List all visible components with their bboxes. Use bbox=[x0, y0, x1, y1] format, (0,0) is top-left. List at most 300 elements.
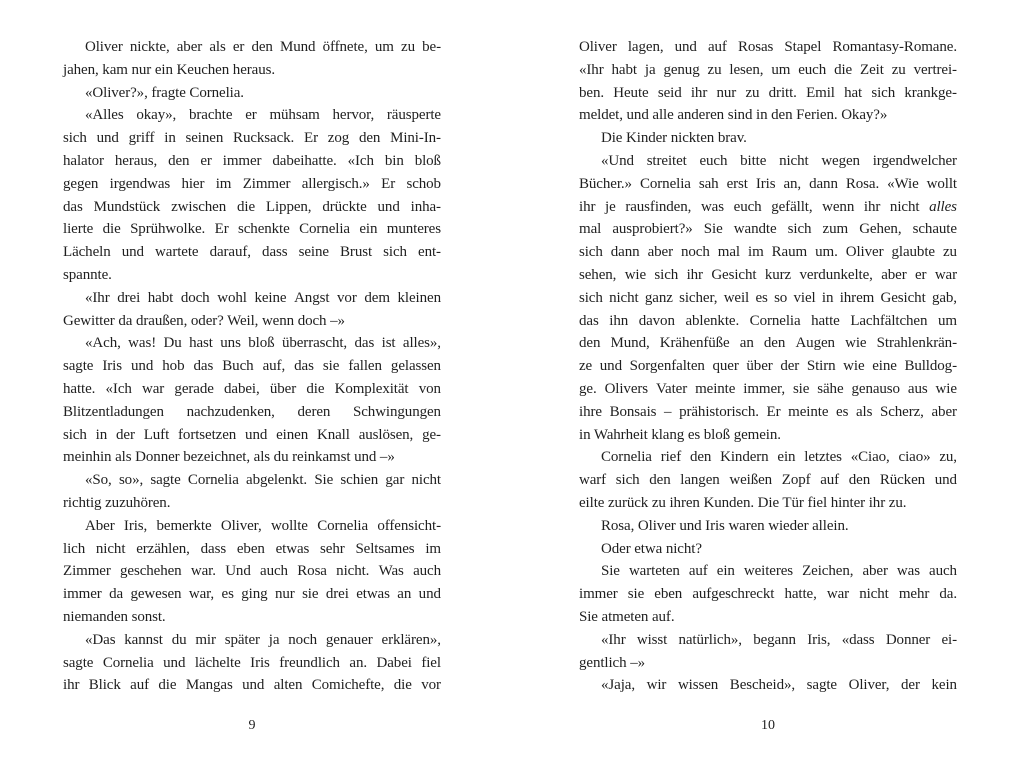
page-number-left: 9 bbox=[248, 718, 256, 733]
word: ent- bbox=[418, 244, 441, 261]
word: Oliver bbox=[845, 244, 884, 261]
word: ihr bbox=[579, 198, 596, 215]
word: meinte bbox=[788, 403, 829, 420]
word: habt bbox=[611, 61, 637, 78]
word: ihr bbox=[63, 677, 80, 694]
word: schien bbox=[340, 472, 379, 489]
word: Rücken bbox=[879, 472, 926, 489]
word: nicht bbox=[779, 152, 809, 169]
word: fiel bbox=[807, 494, 828, 511]
word: und bbox=[96, 130, 119, 147]
text-line bbox=[579, 469, 957, 492]
word: sie bbox=[302, 586, 319, 603]
word: den bbox=[848, 472, 871, 489]
word: wollt bbox=[926, 175, 957, 192]
text-line bbox=[579, 127, 957, 150]
word: Die bbox=[601, 130, 623, 147]
word: auf bbox=[820, 472, 840, 489]
word: quer bbox=[712, 358, 739, 375]
word: nickten bbox=[670, 130, 715, 147]
page-right-text bbox=[579, 36, 957, 697]
word: Oliver bbox=[85, 39, 123, 55]
word: warteten bbox=[628, 563, 680, 580]
word: Kinder bbox=[626, 130, 668, 147]
text-line bbox=[63, 104, 441, 127]
word: wollte bbox=[270, 517, 308, 534]
word: uns bbox=[220, 335, 241, 352]
text-line bbox=[579, 241, 957, 264]
word: krankge- bbox=[904, 84, 957, 101]
word: der bbox=[115, 426, 135, 443]
word: war bbox=[934, 266, 957, 283]
word: Lächeln bbox=[63, 244, 111, 261]
word: und bbox=[242, 677, 265, 694]
word: Iris bbox=[250, 654, 270, 671]
word: und bbox=[354, 449, 377, 466]
word: zurück bbox=[607, 494, 649, 511]
word: alten bbox=[273, 677, 303, 694]
word: aus bbox=[907, 380, 928, 397]
word: gewesen bbox=[130, 586, 182, 603]
text-line bbox=[63, 446, 441, 469]
text-line bbox=[63, 287, 441, 310]
word: drei bbox=[117, 289, 141, 306]
word: überrascht, bbox=[281, 335, 348, 352]
word: weil bbox=[723, 289, 750, 306]
word: wir bbox=[646, 677, 667, 694]
word: Strahlenkrän- bbox=[876, 335, 957, 352]
word: halator bbox=[63, 152, 104, 169]
word: Ferien. bbox=[796, 107, 838, 124]
word: weiteres bbox=[743, 563, 794, 580]
word: ihren bbox=[669, 494, 700, 511]
word: räusperte bbox=[386, 107, 441, 124]
word: und bbox=[934, 472, 957, 489]
word: ganz bbox=[644, 289, 673, 306]
word: was bbox=[896, 563, 920, 580]
word: an, bbox=[783, 175, 802, 192]
word: eben bbox=[236, 540, 265, 557]
word: eben bbox=[654, 586, 683, 603]
word: genauer bbox=[325, 631, 373, 648]
word: war. bbox=[190, 563, 216, 580]
word: Bulldog- bbox=[904, 358, 957, 375]
word: genauso bbox=[851, 380, 900, 397]
word: klang bbox=[651, 426, 685, 443]
word: jahen, bbox=[63, 61, 99, 78]
word: im bbox=[425, 540, 441, 557]
word: von bbox=[418, 380, 441, 397]
word: Mini-In- bbox=[390, 130, 441, 147]
word: davon bbox=[638, 312, 675, 329]
word: die bbox=[158, 677, 177, 694]
word: ein bbox=[154, 61, 173, 78]
word: den bbox=[251, 39, 273, 55]
word: Bonsais bbox=[609, 403, 657, 420]
word: erklären», bbox=[381, 631, 441, 648]
word: das bbox=[63, 198, 83, 215]
word: da bbox=[118, 312, 133, 329]
word: aber bbox=[176, 39, 203, 55]
word: um bbox=[374, 39, 394, 55]
word: allergisch.» bbox=[301, 175, 370, 192]
text-line bbox=[63, 36, 441, 59]
word: dann bbox=[809, 175, 838, 192]
word: er bbox=[914, 266, 927, 283]
word: Donner bbox=[135, 449, 180, 466]
word: dritt. bbox=[768, 84, 797, 101]
word: die bbox=[834, 61, 853, 78]
word: und bbox=[121, 244, 144, 261]
word: niemanden bbox=[63, 608, 128, 625]
word: griff bbox=[128, 130, 155, 147]
word: dass bbox=[200, 540, 227, 557]
word: «Alles bbox=[85, 107, 124, 124]
word: gemein. bbox=[733, 426, 781, 443]
word: Mund, bbox=[610, 335, 650, 352]
word: und bbox=[679, 517, 702, 534]
word: «Das bbox=[85, 631, 116, 648]
word: Cornelia bbox=[749, 312, 801, 329]
word: atmeten bbox=[601, 608, 649, 625]
word: natürlich», bbox=[678, 631, 742, 648]
word: waren bbox=[728, 517, 765, 534]
word: –» bbox=[330, 312, 345, 329]
word: sich bbox=[787, 221, 812, 238]
word: was bbox=[700, 198, 724, 215]
word: Lippen, bbox=[265, 198, 312, 215]
word: lich bbox=[63, 540, 86, 557]
word: öffnete, bbox=[322, 39, 368, 55]
word: aber bbox=[862, 563, 888, 580]
word: prähistorisch. bbox=[679, 403, 759, 420]
word: den bbox=[771, 107, 793, 124]
word: Rucksack. bbox=[233, 130, 295, 147]
word: nur bbox=[131, 61, 152, 78]
word: bloß bbox=[703, 426, 731, 443]
word: auslösen, bbox=[358, 426, 414, 443]
word: darauf, bbox=[209, 244, 251, 261]
word: ihr bbox=[863, 198, 881, 215]
word: doch bbox=[297, 312, 327, 329]
text-line bbox=[63, 424, 441, 447]
word: es bbox=[687, 426, 701, 443]
word: und bbox=[626, 107, 649, 124]
word: oder? bbox=[190, 312, 224, 329]
word: Olivers bbox=[604, 380, 649, 397]
word: richtig bbox=[63, 494, 102, 511]
word: bemerkte bbox=[156, 517, 212, 534]
text-line bbox=[579, 492, 957, 515]
word: «Ich bbox=[347, 152, 374, 169]
word: so», bbox=[118, 472, 144, 489]
word: bitte bbox=[740, 152, 767, 169]
word: doch bbox=[180, 289, 210, 306]
word: an. bbox=[349, 654, 368, 671]
text-line bbox=[63, 59, 441, 82]
word: zum bbox=[822, 221, 849, 238]
word: ja bbox=[644, 61, 656, 78]
word: hat bbox=[844, 84, 863, 101]
word: und bbox=[163, 654, 186, 671]
text-line bbox=[579, 606, 957, 629]
word: sie bbox=[792, 380, 810, 397]
word: den bbox=[579, 335, 601, 352]
word: das bbox=[294, 358, 314, 375]
word: Er bbox=[766, 403, 781, 420]
word: aber bbox=[647, 244, 673, 261]
word: im bbox=[748, 244, 764, 261]
word: sich bbox=[63, 130, 87, 147]
word: kleinen bbox=[397, 289, 441, 306]
word: mehr bbox=[898, 586, 930, 603]
word: heraus. bbox=[232, 61, 275, 78]
word: sich bbox=[871, 84, 896, 101]
word: sich bbox=[579, 244, 603, 261]
word: Krähenfüße bbox=[659, 335, 730, 352]
word: nicht bbox=[889, 198, 920, 215]
word: Cornelia bbox=[601, 449, 652, 466]
word: als bbox=[115, 449, 132, 466]
word: Heute bbox=[613, 84, 649, 101]
word: gefällt, bbox=[771, 198, 813, 215]
text-line bbox=[63, 606, 441, 629]
word: als bbox=[209, 39, 226, 55]
word: Cornelia bbox=[187, 472, 239, 489]
word: auf bbox=[707, 39, 727, 55]
word: wie bbox=[845, 335, 867, 352]
word: immer, bbox=[743, 380, 785, 397]
word: kam bbox=[102, 61, 128, 78]
word: wie bbox=[624, 266, 647, 283]
text-line bbox=[63, 583, 441, 606]
word: nicht bbox=[609, 289, 639, 306]
word: über bbox=[269, 380, 297, 397]
word: zuzuhören. bbox=[105, 494, 171, 511]
word: wohl bbox=[217, 289, 247, 306]
word: zu. bbox=[888, 494, 907, 511]
word: hatte, bbox=[784, 586, 817, 603]
word: es bbox=[836, 403, 849, 420]
word: «So, bbox=[85, 472, 112, 489]
text-line bbox=[579, 104, 957, 127]
word: Cornelia bbox=[102, 654, 154, 671]
word: Donner bbox=[885, 631, 931, 648]
word: und bbox=[674, 39, 697, 55]
word: noch bbox=[681, 244, 710, 261]
word: Gesicht bbox=[880, 289, 926, 306]
word: auf, bbox=[262, 358, 286, 375]
word: alles», bbox=[402, 335, 441, 352]
word: Iris, bbox=[807, 631, 831, 648]
word: Rosa, bbox=[601, 517, 635, 534]
word: hier bbox=[181, 175, 205, 192]
word: schob bbox=[406, 175, 441, 192]
word: nickte, bbox=[129, 39, 170, 55]
word: habt bbox=[147, 289, 174, 306]
word: war bbox=[826, 586, 850, 603]
word: irgendwelcher bbox=[872, 152, 957, 169]
word: nicht. bbox=[336, 563, 370, 580]
word: verdunkelte, bbox=[799, 266, 873, 283]
word: fiel bbox=[421, 654, 441, 671]
word: Luft bbox=[143, 426, 170, 443]
word: lierte bbox=[63, 221, 94, 238]
word: anderen bbox=[677, 107, 725, 124]
text-line bbox=[579, 196, 957, 219]
word: erzählen, bbox=[136, 540, 190, 557]
word: über bbox=[746, 358, 773, 375]
text-line bbox=[579, 82, 957, 105]
word: Keuchen bbox=[176, 61, 230, 78]
word: um bbox=[937, 312, 957, 329]
word: um bbox=[771, 61, 791, 78]
word: wieder bbox=[768, 517, 809, 534]
text-line bbox=[63, 401, 441, 424]
page-right bbox=[579, 0, 957, 775]
text-line bbox=[579, 629, 957, 652]
word: ihn bbox=[609, 312, 629, 329]
word: be- bbox=[422, 39, 441, 55]
word: ben. bbox=[579, 84, 605, 101]
text-line bbox=[63, 515, 441, 538]
word: hatte. bbox=[63, 380, 96, 397]
word: Sie bbox=[579, 608, 598, 625]
word: Brust bbox=[340, 244, 373, 261]
text-line bbox=[63, 150, 441, 173]
word: streitet bbox=[646, 152, 687, 169]
word: gelassen bbox=[390, 358, 441, 375]
word: euch bbox=[733, 198, 762, 215]
word: gab, bbox=[931, 289, 957, 306]
word: sagte bbox=[150, 472, 181, 489]
text-line bbox=[63, 629, 441, 652]
word: immer bbox=[579, 586, 618, 603]
word: lagen, bbox=[627, 39, 664, 55]
word: geschehen bbox=[120, 563, 182, 580]
word: an bbox=[397, 586, 412, 603]
word: du bbox=[171, 631, 187, 648]
word: Angst bbox=[294, 289, 330, 306]
word: und bbox=[599, 358, 622, 375]
text-line bbox=[579, 515, 957, 538]
word: Er bbox=[214, 221, 229, 238]
word: Stapel bbox=[784, 39, 822, 55]
word: Augen bbox=[795, 335, 835, 352]
word: Rosa bbox=[297, 563, 327, 580]
word: den bbox=[649, 472, 671, 489]
word: kein bbox=[931, 677, 957, 694]
word: immer bbox=[222, 152, 262, 169]
text-line bbox=[579, 583, 957, 606]
word: Blick bbox=[88, 677, 121, 694]
text-line bbox=[63, 82, 441, 105]
word: hervor, bbox=[332, 107, 375, 124]
word: «dass bbox=[841, 631, 875, 648]
text-line bbox=[63, 332, 441, 355]
word: den bbox=[358, 130, 381, 147]
word: ihrem bbox=[839, 289, 875, 306]
word: in bbox=[95, 426, 108, 443]
text-line bbox=[63, 469, 441, 492]
word: etwas bbox=[356, 586, 390, 603]
word: munteres bbox=[386, 221, 441, 238]
word: «Und bbox=[601, 152, 634, 169]
word: Kunden. bbox=[703, 494, 755, 511]
word: Scherz, bbox=[879, 403, 924, 420]
word: Seltsames bbox=[355, 540, 415, 557]
word: sich bbox=[63, 426, 87, 443]
word: sehen, bbox=[579, 266, 617, 283]
word: «Oliver?», bbox=[85, 84, 148, 101]
word: wandte bbox=[733, 221, 777, 238]
word: lesen, bbox=[729, 61, 764, 78]
word: in bbox=[579, 426, 591, 443]
page-left bbox=[63, 0, 441, 775]
word: gegen bbox=[63, 175, 99, 192]
word: drückte bbox=[322, 198, 367, 215]
word: sah bbox=[698, 175, 719, 192]
word: Sie bbox=[703, 221, 723, 238]
word: fortsetzen bbox=[178, 426, 237, 443]
word: reinkamst bbox=[292, 449, 351, 466]
word: und bbox=[418, 586, 441, 603]
word: freundlich bbox=[279, 654, 340, 671]
word: ihr bbox=[686, 266, 703, 283]
word: Emil bbox=[806, 84, 835, 101]
word: vertrei- bbox=[913, 61, 957, 78]
word: Mundstück bbox=[93, 198, 161, 215]
word: eine bbox=[872, 358, 897, 375]
text-line bbox=[63, 127, 441, 150]
word: irgendwas bbox=[109, 175, 171, 192]
word: er bbox=[232, 39, 245, 55]
word: ei- bbox=[941, 631, 957, 648]
word: das bbox=[354, 335, 375, 352]
word: heraus, bbox=[114, 152, 158, 169]
page-left-text bbox=[63, 36, 441, 697]
word: wenn bbox=[822, 198, 855, 215]
word: Sorgenfalten bbox=[629, 358, 705, 375]
word: das bbox=[193, 358, 214, 375]
word: zwischen bbox=[171, 198, 227, 215]
word: warf bbox=[579, 472, 607, 489]
word: etwa bbox=[634, 540, 663, 557]
word: ja bbox=[268, 631, 280, 648]
word: einen bbox=[276, 426, 309, 443]
text-line bbox=[579, 332, 957, 355]
word: vor bbox=[421, 677, 441, 694]
word: Buch bbox=[222, 358, 254, 375]
word: Cornelia. bbox=[189, 84, 244, 101]
word: ging bbox=[241, 586, 268, 603]
word: Rosa. bbox=[845, 175, 880, 192]
text-line bbox=[579, 150, 957, 173]
text-line bbox=[579, 173, 957, 196]
word: allein. bbox=[812, 517, 849, 534]
word: Sie bbox=[601, 563, 620, 580]
page-number-right: 10 bbox=[761, 718, 775, 733]
word: begann bbox=[753, 631, 796, 648]
word: gerade bbox=[174, 380, 214, 397]
word: wissen bbox=[677, 677, 719, 694]
word: ihr bbox=[868, 494, 886, 511]
word: sich bbox=[383, 244, 407, 261]
word: mir bbox=[195, 631, 216, 648]
word: meldet, bbox=[579, 107, 623, 124]
word: bloß bbox=[248, 335, 275, 352]
word: sicher, bbox=[679, 289, 718, 306]
